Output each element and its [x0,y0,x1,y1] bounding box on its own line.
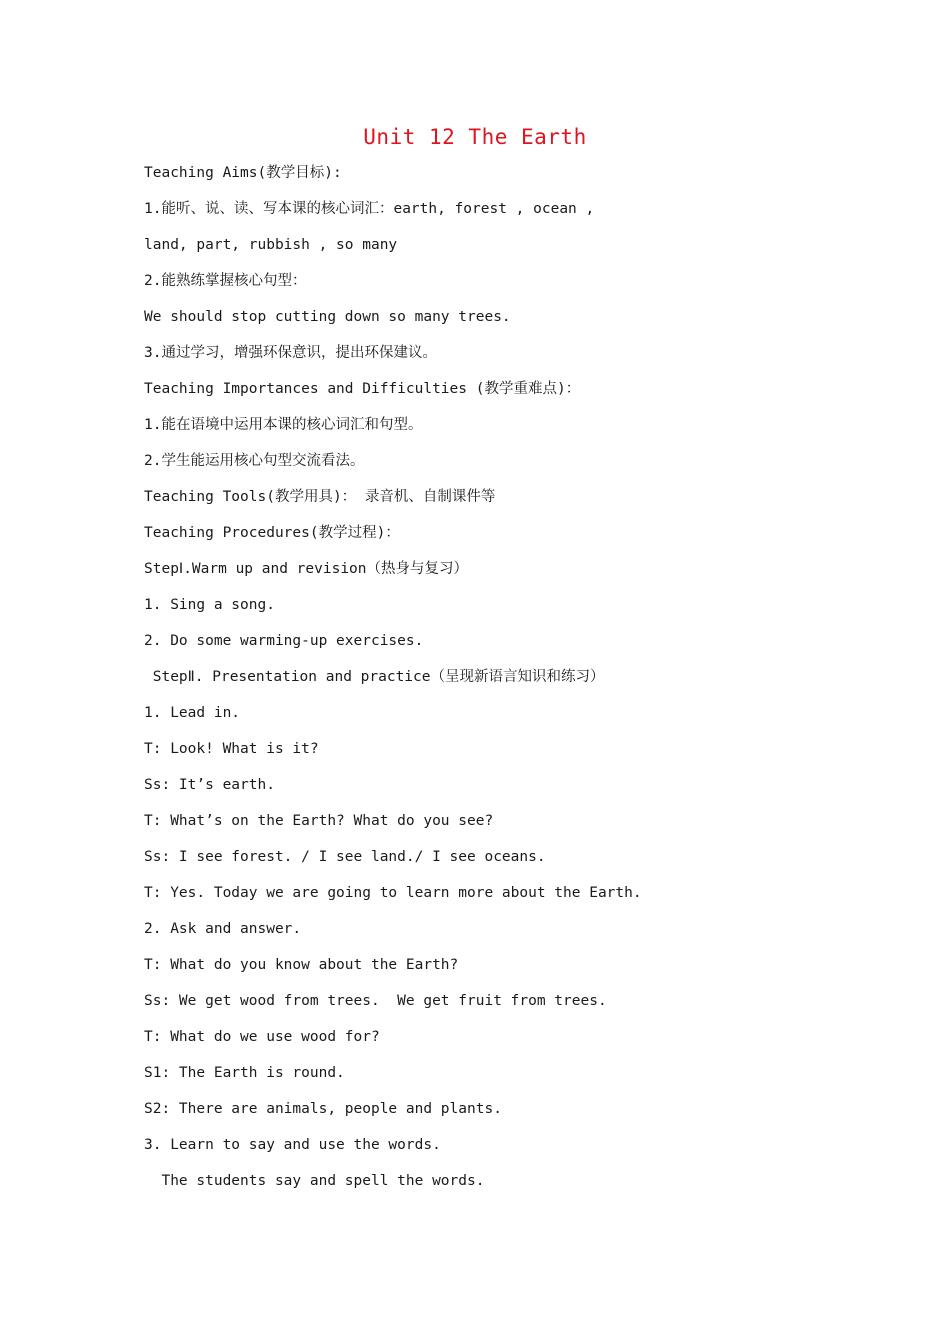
document-body [144,158,864,1202]
step-2-item-2: 2. Ask and answer. [144,921,302,937]
section-heading-procedures: Teaching Procedures(教学过程)： [144,525,400,541]
core-sentence: We should stop cutting down so many trees. [144,309,511,325]
step-2-heading: StepⅡ. Presentation and practice（呈现新语言知识和练习） [144,669,605,685]
aim-item-2: 2.能熟练掌握核心句型： [144,273,307,289]
step-2-item-1: 1. Lead in. [144,705,241,721]
dialogue-line: T: What’s on the Earth? What do you see? [144,813,494,829]
aim-item-1: 1.能听、说、读、写本课的核心词汇：earth, forest , ocean , [144,201,595,217]
section-heading-teaching-aims: Teaching Aims(教学目标): [144,165,342,181]
document-title: Unit 12 The Earth [363,125,587,149]
step-1-heading: StepⅠ.Warm up and revision（热身与复习） [144,561,469,577]
aim-item-3: 3.通过学习，增强环保意识，提出环保建议。 [144,345,437,361]
dialogue-line: T: What do you know about the Earth? [144,957,459,973]
step-1-item-2: 2. Do some warming-up exercises. [144,633,424,649]
instruction-line: The students say and spell the words. [144,1173,485,1189]
section-heading-importances: Teaching Importances and Difficulties (教学重难点)： [144,381,581,397]
dialogue-line: S1: The Earth is round. [144,1065,345,1081]
aim-item-1-continued: land, part, rubbish , so many [144,237,398,253]
dialogue-line: Ss: We get wood from trees. We get fruit from trees. [144,993,607,1009]
step-2-item-3: 3. Learn to say and use the words. [144,1137,441,1153]
dialogue-line: T: Yes. Today we are going to learn more about the Earth. [144,885,642,901]
dialogue-line: Ss: It’s earth. [144,777,275,793]
dialogue-line: Ss: I see forest. / I see land./ I see oceans. [144,849,546,865]
step-1-item-1: 1. Sing a song. [144,597,275,613]
section-heading-tools: Teaching Tools(教学用具)： 录音机、自制课件等 [144,489,496,505]
dialogue-line: S2: There are animals, people and plants. [144,1101,502,1117]
dialogue-line: T: Look! What is it? [144,741,319,757]
dialogue-line: T: What do we use wood for? [144,1029,380,1045]
importance-item-2: 2.学生能运用核心句型交流看法。 [144,453,365,469]
importance-item-1: 1.能在语境中运用本课的核心词汇和句型。 [144,417,423,433]
